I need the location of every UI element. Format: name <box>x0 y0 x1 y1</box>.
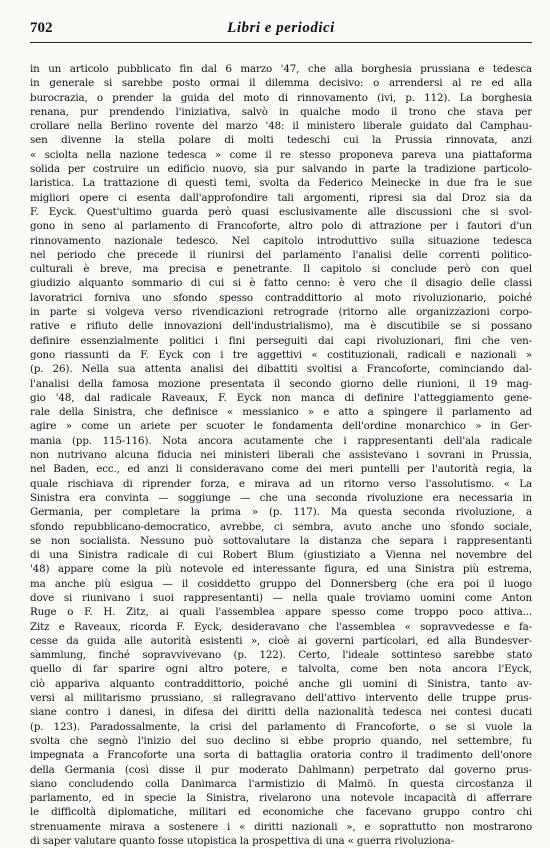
text-line: in un articolo pubblicato fin dal 6 marzo '47, che alla borghesia prussiana e tedesca <box>30 63 532 75</box>
page-number: 702 <box>30 20 53 36</box>
text-line: culturali è breve, ma precisa e penetrante. Il capitolo si conclude però con quel <box>30 263 532 276</box>
text-line: le difficoltà diplomatiche, militari ed economiche che facevano gruppo contro chi <box>30 806 532 819</box>
page-header <box>30 20 532 43</box>
text-line: gono in seno al parlamento di Francoforte, altro polo di attrazione per i fautori d'un <box>30 220 532 233</box>
text-line: crollare nella Berlino rovente del marzo '48: il ministero liberale guidato dal Camphau- <box>30 120 532 133</box>
text-line: renana, pur prendendo l'iniziativa, salvò in qualche modo il trono che stava per <box>30 105 532 118</box>
text-line: mania (pp. 115-116). Nota ancora acutamente che i rappresentanti dell'ala radicale <box>30 434 532 447</box>
text-line: rinnovamento nazionale tedesco. Nel capitolo introduttivo sulla situazione tedesca <box>30 234 532 247</box>
text-line: impegnata a Francoforte una sorta di battaglia oratoria contro il tradimento dell'onore <box>30 749 532 762</box>
text-line: solida per costruire un edificio nuovo, sia pur salvando in parte la tradizione particolo- <box>30 163 532 176</box>
text-line: agire » come un ariete per scuoter le fondamenta dell'ordine monarchico » in Ger- <box>30 420 532 433</box>
text-line: sen divenne la stella polare di molti tedeschi cui la Prussia rinnovata, anzi <box>30 134 532 147</box>
body-text <box>30 62 532 848</box>
text-line: laristica. La trattazione di questi temi, svolta da Federico Meinecke in due fra le sue <box>30 177 532 190</box>
text-line: siano concludendo colla Danimarca l'armistizio di Malmö. In questa circostanza il <box>30 777 532 790</box>
text-line: parlamento, ed in specie la Sinistra, rivelarono una notevole incapacità di afferrare <box>30 792 532 805</box>
text-line: gio '48, dal radicale Raveaux, F. Eyck non manca di definire l'atteggiamento gene- <box>30 391 532 404</box>
text-line: della Germania (così disse il pur moderato Dahlmann) perpetrato dal governo prus- <box>30 763 532 776</box>
text-line: ciò appariva alquanto contraddittorio, poiché anche gli uomini di Sinistra, tanto av- <box>30 677 532 690</box>
text-line: Ruge o F. H. Zitz, ai quali l'assemblea appare spesso come troppo poco attiva... <box>30 606 532 619</box>
text-line: sammlung, finché sopravvivevano (p. 122). Certo, l'ideale sottinteso sarebbe stato <box>30 649 532 662</box>
text-line: F. Eyck. Quest'ultimo guarda però quasi esclusivamente alle discussioni che si svol- <box>30 205 532 218</box>
text-line: giudizio alquanto sommario di cui si è fatto cenno: è vero che il disagio delle classi <box>30 277 532 290</box>
text-line: versi al militarismo prussiano, si rallegravano dell'attivo intervento delle truppe prus- <box>30 692 532 705</box>
text-line: dove si riunivano i suoi rappresentanti) — nella quale troviamo uomini come Anton <box>30 591 532 604</box>
text-line: rative e rifiuto delle innovazioni dell'industrialismo), ma è discutibile se si possano <box>30 320 532 333</box>
text-line: di saper valutare quanto fosse utopistica la prospettiva di una « guerra rivoluziona- <box>30 835 454 848</box>
text-line: non nutrivano alcuna fiducia nei ministeri liberali che assistevano i sovrani in Prussia, <box>30 449 532 462</box>
text-line: quale rischiava di riprender forza, e mirava ad un ritorno verso l'assolutismo. « La <box>30 477 532 490</box>
text-line: l'analisi della famosa mozione presentata il secondo giorno delle riunioni, il 19 mag- <box>30 377 532 390</box>
text-line: burocrazia, o prender la guida del moto di rinnovamento (ivi, p. 112). La borghesia <box>30 91 532 104</box>
text-line: Germania, per completare la prima » (p. 117). Ma questa seconda rivoluzione, a <box>30 506 532 519</box>
text-line: sfondo repubblicano-democratico, avrebbe, ci sembra, avuto anche uno sfondo sociale, <box>30 520 532 533</box>
text-line: Sinistra era convinta — soggiunge — che una seconda rivoluzione era necessaria in <box>30 491 532 504</box>
text-line: strenuamente mirava a sostenere i « diritti nazionali », e soprattutto non mostrarono <box>30 820 532 833</box>
text-line: (p. 26). Nella sua attenta analisi dei dibattiti svoltisi a Francoforte, cominciando dal- <box>30 363 532 376</box>
text-line: lavoratrici forniva uno sfondo spesso contraddittorio al moto rivoluzionario, poiché <box>30 291 532 304</box>
text-line: nel periodo che precede il riunirsi del parlamento l'analisi delle correnti politico- <box>30 248 532 261</box>
text-line: « sciolta nella nazione tedesca » come il re stesso proponeva pareva una piattaforma <box>30 148 532 161</box>
text-line: (p. 123). Paradossalmente, la crisi del parlamento di Francoforte, o se si vuole la <box>30 720 532 733</box>
running-title: Libri e periodici <box>227 20 335 36</box>
text-line: ma anche più esigua — il cosiddetto gruppo del Donnersberg (che era poi il luogo <box>30 577 532 590</box>
text-line: migliori opere ci esenta dall'approfondire tali argomenti, ripresi sia dal Droz sia da <box>30 191 532 204</box>
text-line: definire essenzialmente politici i fini perseguiti dai capi rivoluzionari, fini che ven- <box>30 334 532 347</box>
text-line: se non socialista. Nessuno può sottovalutare la distanza che separa i rappresentanti <box>30 534 532 547</box>
text-line: gono riassunti da F. Eyck con i tre aggettivi « costituzionali, radicali e nazionali » <box>30 348 532 361</box>
text-line: nel Baden, ecc., ed anzi li consideravano come dei meri puntelli per l'autorità regia, la <box>30 463 532 476</box>
text-line: in parte si volgeva verso rivendicazioni retrograde (ritorno alle organizzazioni corpo- <box>30 306 532 319</box>
text-line: '48) appare come la più notevole ed interessante figura, ed una Sinistra più estrema, <box>30 563 532 576</box>
text-line: svolta che segnò l'inizio del suo declino si ebbe proprio quando, nel settembre, fu <box>30 734 532 747</box>
text-line: quello di far sparire ogni altro potere, e talvolta, come ben nota ancora l'Eyck, <box>30 663 532 676</box>
text-line: Zitz e Raveaux, ricorda F. Eyck, desideravano che l'assemblea « sopravvedesse e fa- <box>30 620 532 633</box>
text-line: siane contro i danesi, in difesa dei diritti della nazionalità tedesca nei contesi ducati <box>30 706 532 719</box>
text-line: in generale si sarebbe posto ormai il dilemma decisivo: o arrendersi al re ed alla <box>30 77 532 90</box>
text-line: rale della Sinistra, che definisce « messianico » e atto a spingere il parlamento ad <box>30 406 532 419</box>
text-line: cesse da guida alle autorità esistenti », cioè ai governi particolari, ed alla Bundesver- <box>30 634 532 647</box>
text-line: di una Sinistra radicale di cui Robert Blum (giustiziato a Vienna nel novembre del <box>30 549 532 562</box>
